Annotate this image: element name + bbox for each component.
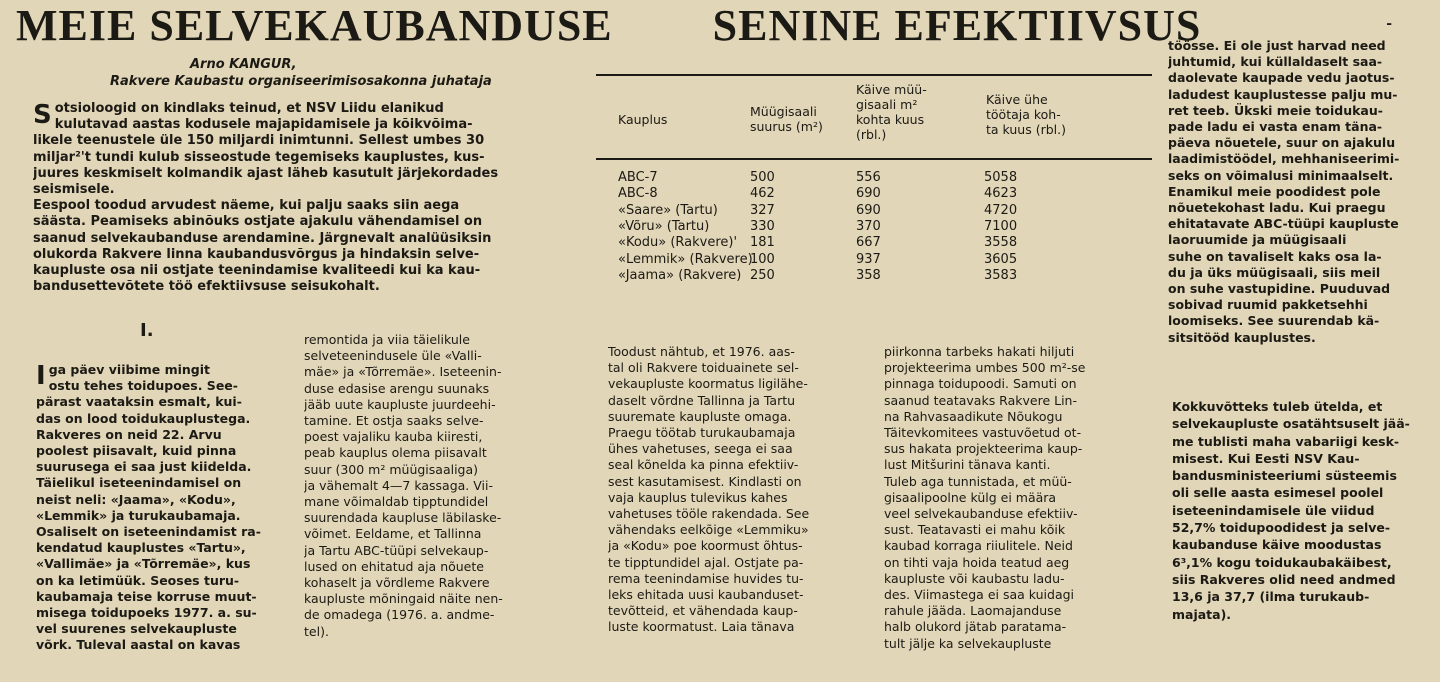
table-cell: 370 bbox=[856, 218, 881, 234]
table-header-line: (rbl.) bbox=[856, 127, 887, 142]
table-row bbox=[618, 186, 1138, 202]
table-cell: 937 bbox=[856, 251, 881, 267]
headline bbox=[16, 1, 1202, 50]
text-line: pärast vaataksin esmalt, kui- bbox=[36, 394, 242, 410]
headline-part-1: MEIE SELVEKAUBANDUSE bbox=[16, 1, 613, 50]
text-line: suur (300 m² müügisaaliga) bbox=[304, 461, 479, 477]
section-number: I. bbox=[140, 320, 154, 341]
text-line: poolest piisavalt, kuid pinna bbox=[36, 443, 237, 459]
text-line: Enamikul meie poodidest pole bbox=[1168, 183, 1381, 199]
text-line: neist neli: «Jaama», «Kodu», bbox=[36, 491, 236, 507]
table-cell: 3605 bbox=[984, 251, 1018, 267]
text-line: lused on ehitatud aja nõuete bbox=[304, 558, 484, 574]
text-line: juhtumid, kui küllaldaselt saa- bbox=[1168, 54, 1383, 70]
table-cell: 7100 bbox=[984, 218, 1018, 234]
text-line: vahetuses tööle rakendada. See bbox=[608, 506, 810, 522]
text-line: saanud teatavaks Rakvere Lin- bbox=[884, 392, 1077, 408]
table-cell: «Saare» (Tartu) bbox=[618, 202, 718, 218]
intro-paragraph bbox=[33, 101, 581, 295]
text-line: tult jälje ka selvekaupluste bbox=[884, 635, 1052, 651]
text-line: Täielikul iseteenindamisel on bbox=[36, 475, 242, 491]
intro-lines bbox=[33, 101, 581, 295]
column-4 bbox=[884, 344, 1152, 652]
text-line: te tipptundidel ajal. Ostjate pa- bbox=[608, 554, 804, 570]
column-6-lines bbox=[1172, 398, 1434, 623]
text-line: Rakveres on neid 22. Arvu bbox=[36, 426, 222, 442]
text-line: võrk. Tuleval aastal on kavas bbox=[36, 637, 241, 653]
text-line: kaubanduse käive moodustas bbox=[1172, 537, 1382, 553]
table-row bbox=[618, 219, 1138, 235]
text-line: duse edasise arengu suunaks bbox=[304, 380, 490, 396]
text-line: 13,6 ja 37,7 (ilma turukaub- bbox=[1172, 589, 1370, 605]
text-line: ostu tehes toidupoes. See- bbox=[48, 378, 238, 394]
table-cell: 690 bbox=[856, 186, 881, 202]
table-rule-top bbox=[596, 74, 1152, 76]
table-cell: ABC-7 bbox=[618, 170, 658, 185]
text-line: kaupluste või kaubastu ladu- bbox=[884, 570, 1065, 586]
text-line: iseteenindamisele üle viidud bbox=[1172, 502, 1375, 518]
text-line: ret teeb. Ükski meie toidukau- bbox=[1168, 102, 1383, 118]
text-line: suurendada kaupluse läbilaske- bbox=[304, 510, 502, 526]
table-cell: ABC-8 bbox=[618, 186, 658, 202]
text-line: rahule jääda. Laomajanduse bbox=[884, 603, 1062, 619]
column-1-lines bbox=[36, 362, 286, 654]
text-line: kohaselt ja võrdleme Rakvere bbox=[304, 575, 490, 591]
table-cell: 462 bbox=[750, 186, 775, 202]
table-cell: 4623 bbox=[984, 186, 1018, 202]
text-line: ühes vahetuses, seega ei saa bbox=[608, 441, 793, 457]
text-line: «Vallimäe» ja «Tõrremäe», kus bbox=[36, 556, 251, 572]
text-line: Osaliselt on iseteenindamist ra- bbox=[36, 524, 261, 540]
table-header-kauplus bbox=[618, 112, 667, 127]
text-line: halb olukord jätab paratama- bbox=[884, 619, 1067, 635]
table-header-line: ta kuus (rbl.) bbox=[986, 122, 1066, 137]
text-line: säästa. Peamiseks abinõuks ostjate ajakulu vähendamisel on bbox=[33, 214, 483, 230]
text-line: loomiseks. See suurendab kä- bbox=[1168, 313, 1380, 329]
text-line: pade ladu ei vasta enam täna- bbox=[1168, 119, 1383, 135]
text-line: sus hakata projekteerima kaup- bbox=[884, 441, 1083, 457]
table-rule-mid bbox=[596, 158, 1152, 160]
table-cell: 5058 bbox=[984, 170, 1018, 185]
table-cell: 667 bbox=[856, 235, 881, 251]
table-header-line: suurus (m²) bbox=[750, 119, 823, 134]
text-line: suurusega ei saa just kiidelda. bbox=[36, 459, 252, 475]
text-line: suuremate kaupluste omaga. bbox=[608, 408, 792, 424]
text-line: piirkonna tarbeks hakati hiljuti bbox=[884, 344, 1075, 359]
column-6 bbox=[1172, 398, 1434, 623]
text-line: Tuleb aga tunnistada, et müü- bbox=[884, 473, 1072, 489]
text-line: võimet. Eeldame, et Tallinna bbox=[304, 526, 482, 542]
text-line: ja Tartu ABC-tüüpi selvekaup- bbox=[304, 542, 489, 558]
text-line: selveteenindusele üle «Valli- bbox=[304, 348, 482, 364]
text-line: seks on võimalusi minimaalselt. bbox=[1168, 167, 1394, 183]
text-line: seal kõnelda ka pinna efektiiv- bbox=[608, 457, 799, 473]
text-line: kaubad korraga riiulitele. Neid bbox=[884, 538, 1073, 554]
text-line: mane võimaldab tipptundidel bbox=[304, 494, 489, 510]
table-header-turnover-area bbox=[856, 82, 927, 142]
text-line: remontida ja viia täielikule bbox=[304, 332, 470, 347]
table-row bbox=[618, 170, 1138, 186]
text-line: suhe on tavaliselt kaks osa la- bbox=[1168, 248, 1382, 264]
text-line: na Rahvasaadikute Nõukogu bbox=[884, 408, 1063, 424]
table-cell: 100 bbox=[750, 251, 775, 267]
column-1-dropcap: I bbox=[36, 361, 46, 391]
table-header-line: Käive ühe bbox=[986, 92, 1048, 107]
text-line: vekaupluste koormatus ligilähe- bbox=[608, 376, 808, 392]
text-line: olukorda Rakvere linna kaubandusvõrgus ja hindaksin selve- bbox=[33, 246, 480, 262]
table-cell: 358 bbox=[856, 267, 881, 283]
text-line: bandusettevõtete töö efektiivsuse seisukohalt. bbox=[33, 279, 380, 295]
text-line: sust. Teatavasti ei mahu kõik bbox=[884, 522, 1066, 538]
table-header-area bbox=[750, 104, 823, 134]
text-line: nõuetekohast ladu. Kui praegu bbox=[1168, 200, 1386, 216]
table-header-line: Müügisaali bbox=[750, 104, 817, 119]
column-2-lines bbox=[304, 332, 574, 640]
text-line: 6³,1% kogu toidukaubakäibest, bbox=[1172, 554, 1392, 570]
text-line: sobivad ruumid pakketsehhi bbox=[1168, 297, 1368, 313]
table-cell: 330 bbox=[750, 218, 775, 234]
text-line: pinnaga toidupoodi. Samuti on bbox=[884, 376, 1077, 392]
text-line: tevõtteid, et vähendada kaup- bbox=[608, 603, 798, 619]
text-line: Praegu töötab turukaubamaja bbox=[608, 425, 796, 441]
text-line: «Lemmik» ja turukaubamaja. bbox=[36, 507, 241, 523]
text-line: Eespool toodud arvudest näeme, kui palju saaks siin aega bbox=[33, 198, 460, 214]
table-cell: 690 bbox=[856, 202, 881, 218]
text-line: ja «Kodu» poe koormust õhtus- bbox=[608, 538, 803, 554]
text-line: Kokkuvõtteks tuleb ütelda, et bbox=[1172, 399, 1383, 414]
text-line: mäe» ja «Tõrremäe». Iseteenin- bbox=[304, 364, 502, 380]
text-line: vel suurenes selvekaupluste bbox=[36, 621, 237, 637]
text-line: luste koormatust. Laia tänava bbox=[608, 619, 795, 635]
text-line: de omadega (1976. a. andme- bbox=[304, 607, 495, 623]
table-header-line: töötaja koh- bbox=[986, 107, 1061, 122]
text-line: selvekaupluste osatähtsuselt jää- bbox=[1172, 416, 1410, 432]
text-line: leks ehitada uusi kaubanduset- bbox=[608, 587, 804, 603]
table-cell: 181 bbox=[750, 235, 775, 251]
text-line: tal oli Rakvere toiduainete sel- bbox=[608, 360, 799, 376]
text-line: on suhe vastupidine. Puuduvad bbox=[1168, 281, 1391, 297]
text-line: majata). bbox=[1172, 606, 1232, 622]
text-line: laadimistöödel, mehhaniseerimi- bbox=[1168, 151, 1400, 167]
text-line: sitsitööd kauplustes. bbox=[1168, 329, 1316, 345]
text-line: 52,7% toidupoodidest ja selve- bbox=[1172, 520, 1391, 536]
text-line: ga päev viibime mingit bbox=[48, 362, 211, 377]
table-cell: 250 bbox=[750, 267, 775, 283]
table-row bbox=[618, 252, 1138, 268]
table-cell: 327 bbox=[750, 202, 775, 218]
text-line: des. Viimastega ei saa kuidagi bbox=[884, 587, 1075, 603]
text-line: jääb uute kaupluste juurdeehi- bbox=[304, 396, 496, 412]
text-line: ehitatavate ABC-tüüpi kaupluste bbox=[1168, 216, 1399, 232]
headline-part-2: SENINE EFEKTIIVSUS bbox=[712, 1, 1202, 50]
text-line: veel selvekaubanduse efektiiv- bbox=[884, 506, 1078, 522]
table-cell: «Jaama» (Rakvere) bbox=[618, 267, 742, 283]
text-line: ja vähemalt 4—7 kassaga. Vii- bbox=[304, 477, 493, 493]
column-3-lines bbox=[608, 344, 872, 636]
table-cell: «Lemmik» (Rakvere) bbox=[618, 251, 753, 267]
text-line: gisaalipoolne külg ei määra bbox=[884, 489, 1057, 505]
text-line: misega toidupoeks 1977. a. su- bbox=[36, 605, 257, 621]
text-line: on tihti vaja hoida teatud aeg bbox=[884, 554, 1070, 570]
text-line: likele teenustele üle 150 miljardi inimtunni. Sellest umbes 30 bbox=[33, 133, 485, 149]
table-cell: 556 bbox=[856, 170, 881, 185]
table-row bbox=[618, 203, 1138, 219]
table-header-line: Käive müü- bbox=[856, 82, 927, 97]
text-line: seismisele. bbox=[33, 182, 115, 198]
text-line: juures keskmiselt kolmandik ajast läheb kasutult järjekordades bbox=[33, 165, 499, 181]
column-2 bbox=[304, 332, 574, 640]
text-line: das on lood toidukauplustega. bbox=[36, 410, 251, 426]
table-header-line: kohta kuus bbox=[856, 112, 925, 127]
column-1 bbox=[36, 362, 286, 654]
text-line: on ka letimüük. Seoses turu- bbox=[36, 572, 240, 588]
table-cell: 4720 bbox=[984, 202, 1018, 218]
author-name: Arno KANGUR, bbox=[190, 57, 297, 72]
text-line: vaja kauplus tulevikus kahes bbox=[608, 489, 788, 505]
table-header-turnover-worker bbox=[986, 92, 1066, 137]
column-3 bbox=[608, 344, 872, 636]
text-line: misest. Kui Eesti NSV Kau- bbox=[1172, 450, 1360, 466]
text-line: projekteerima umbes 500 m²-se bbox=[884, 360, 1086, 376]
text-line: kaupluste mõningaid näite nen- bbox=[304, 591, 503, 607]
text-line: kaupluste osa nii ostjate teenindamise kvaliteedi kui ka kau- bbox=[33, 263, 481, 279]
table-row bbox=[618, 268, 1138, 284]
text-line: daselt võrdne Tallinna ja Tartu bbox=[608, 392, 796, 408]
text-line: du ja üks müügisaali, siis meil bbox=[1168, 264, 1381, 280]
text-line: kulutavad aastas kodusele majapidamisele ja kõikvõima- bbox=[54, 117, 473, 133]
text-line: töösse. Ei ole just harvad need bbox=[1168, 38, 1386, 53]
table-cell: 500 bbox=[750, 170, 775, 185]
table-header-line: gisaali m² bbox=[856, 97, 918, 112]
column-4-lines bbox=[884, 344, 1152, 652]
text-line: päeva nõuetele, suur on ajakulu bbox=[1168, 135, 1396, 151]
text-line: Toodust nähtub, et 1976. aas- bbox=[608, 344, 795, 359]
corner-mark: - bbox=[1386, 16, 1392, 32]
table-header-line: Kauplus bbox=[618, 112, 668, 127]
text-line: laoruumide ja müügisaali bbox=[1168, 232, 1347, 248]
table-cell: 3558 bbox=[984, 235, 1018, 251]
text-line: miljar²'t tundi kulub sisseostude tegemiseks kauplustes, kus- bbox=[33, 149, 485, 165]
text-line: me tublisti maha vabariigi kesk- bbox=[1172, 433, 1400, 449]
data-table bbox=[596, 74, 1152, 304]
text-line: siis Rakveres olid need andmed bbox=[1172, 571, 1396, 587]
text-line: kendatud kauplustes «Tartu», bbox=[36, 540, 246, 556]
text-line: oli selle aasta esimesel poolel bbox=[1172, 485, 1384, 501]
text-line: vähendaks eelkõige «Lemmiku» bbox=[608, 522, 809, 538]
text-line: lust Mitšurini tänava kanti. bbox=[884, 457, 1051, 473]
table-cell: «Kodu» (Rakvere)' bbox=[618, 235, 738, 251]
column-5 bbox=[1168, 38, 1432, 346]
table-row bbox=[618, 235, 1138, 251]
text-line: Täitevkomitees vastuvõetud ot- bbox=[884, 425, 1082, 441]
byline bbox=[110, 56, 590, 90]
column-5-lines bbox=[1168, 38, 1432, 346]
text-line: ladudest kauplustesse palju mu- bbox=[1168, 86, 1398, 102]
text-line: rema teenindamise huvides tu- bbox=[608, 570, 804, 586]
text-line: poest vajaliku kauba kiiresti, bbox=[304, 429, 483, 445]
text-line: tamine. Et ostja saaks selve- bbox=[304, 413, 484, 429]
text-line: otsioloogid on kindlaks teinud, et NSV Liidu elanikud bbox=[54, 101, 444, 116]
table-cell: «Võru» (Tartu) bbox=[618, 218, 710, 234]
text-line: sest kasutamisest. Kindlasti on bbox=[608, 473, 802, 489]
text-line: bandusministeeriumi süsteemis bbox=[1172, 468, 1397, 484]
text-line: kaubamaja teise korruse muut- bbox=[36, 588, 257, 604]
text-line: peab kauplus olema piisavalt bbox=[304, 445, 487, 461]
text-line: tel). bbox=[304, 623, 329, 639]
text-line: saanud selvekaubanduse arendamine. Järgnevalt analüüsiksin bbox=[33, 230, 492, 246]
intro-dropcap: S bbox=[33, 100, 52, 130]
author-role: Rakvere Kaubastu organiseerimisosakonna juhataja bbox=[110, 74, 492, 89]
table-cell: 3583 bbox=[984, 267, 1018, 283]
text-line: daolevate kaupade vedu jaotus- bbox=[1168, 70, 1395, 86]
